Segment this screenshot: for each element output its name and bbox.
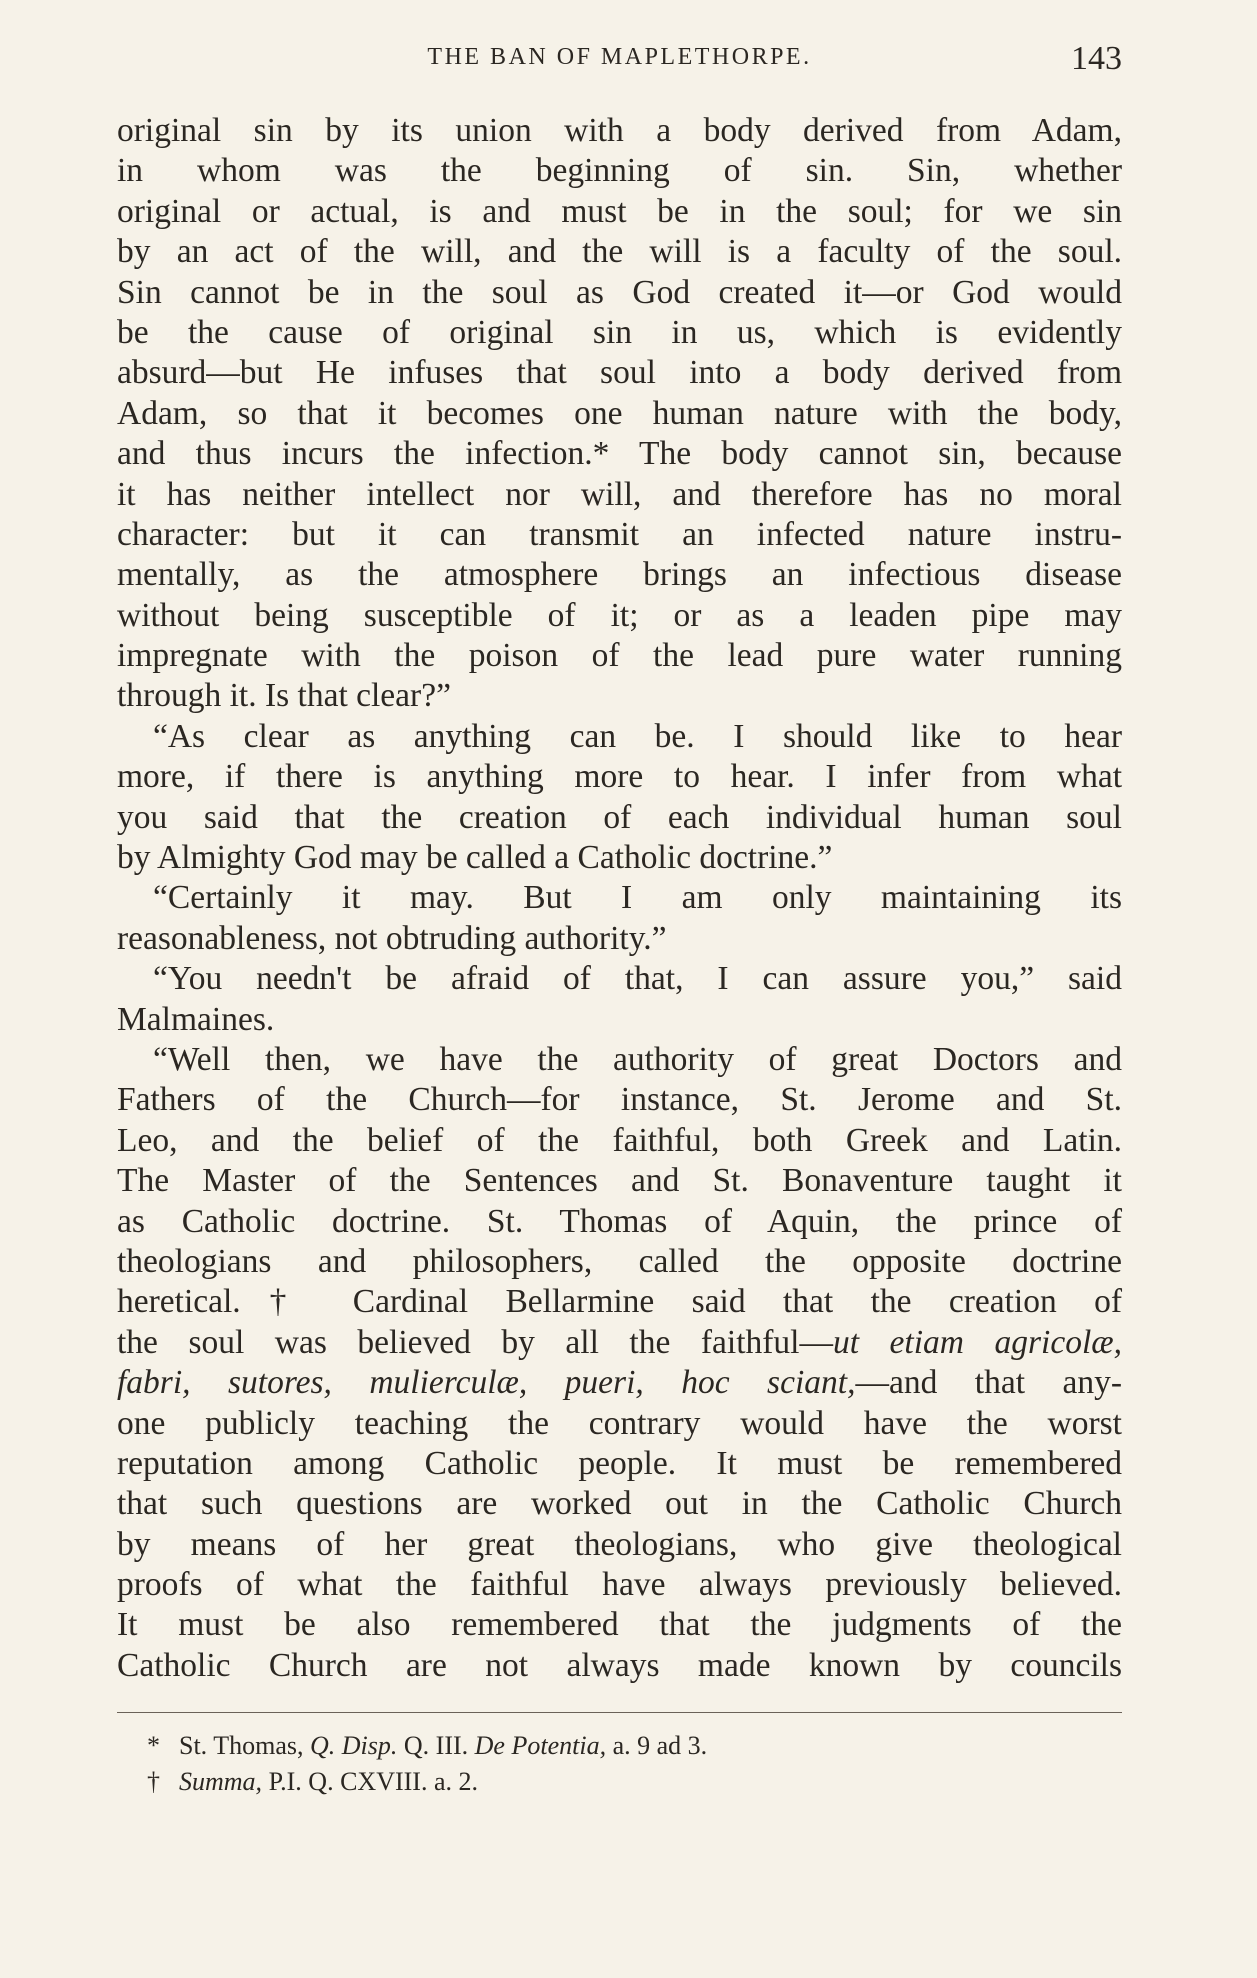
- text-line: original or actual, is and must be in the soul; for we sin: [117, 192, 1122, 230]
- text-line: impregnate with the poison of the lead pure water running: [117, 637, 1122, 675]
- page-header: [117, 40, 1122, 84]
- latin-quotation: ut etiam agricolæ,: [832, 1323, 1122, 1361]
- text-line: heretical.† Cardinal Bellarmine said that the creation of: [117, 1283, 1122, 1321]
- text-line: by means of her great theologians, who give theological: [117, 1525, 1122, 1563]
- text-line: as Catholic doctrine. St. Thomas of Aquin, the prince of: [117, 1202, 1122, 1240]
- text-line: “You needn't be afraid of that, I can assure you,” said: [153, 960, 1122, 998]
- text-line: proofs of what the faithful have always previously believed.: [117, 1566, 1122, 1604]
- latin-quotation: fabri, sutores, mulierculæ, pueri, hoc sciant,: [117, 1364, 856, 1402]
- footnote-text: a. 9 ad 3.: [606, 1731, 708, 1760]
- text-segment: the soul was believed by all the faithful—: [117, 1323, 833, 1361]
- footnote-title: Summa,: [179, 1767, 263, 1796]
- text-line: that such questions are worked out in the Catholic Church: [117, 1485, 1122, 1523]
- text-line: theologians and philosophers, called the opposite doctrine: [117, 1242, 1122, 1280]
- text-line: [117, 1323, 1122, 1363]
- text-line: “Certainly it may. But I am only maintaining its: [153, 879, 1122, 917]
- footnote-title: De Potentia,: [474, 1731, 607, 1760]
- text-line: character: but it can transmit an infected nature instru-: [117, 515, 1122, 553]
- text-line: it has neither intellect nor will, and therefore has no moral: [117, 475, 1122, 513]
- text-line: more, if there is anything more to hear. I infer from what: [117, 758, 1122, 796]
- text-line: “As clear as anything can be. I should like to hear: [153, 717, 1122, 755]
- text-line: [117, 1363, 1122, 1403]
- text-line: one publicly teaching the contrary would have the worst: [117, 1404, 1122, 1442]
- footnote-text: P.I. Q. CXVIII. a. 2.: [262, 1767, 478, 1796]
- text-line: without being susceptible of it; or as a leaden pipe may: [117, 596, 1122, 634]
- footnote-title: Q. Disp.: [309, 1731, 398, 1760]
- text-line: be the cause of original sin in us, which is evidently: [117, 313, 1122, 351]
- footnote-text: St. Thomas,: [179, 1731, 310, 1760]
- text-line: by an act of the will, and the will is a faculty of the soul.: [117, 233, 1122, 271]
- text-line: reasonableness, not obtruding authority.”: [117, 919, 667, 957]
- text-line: The Master of the Sentences and St. Bonaventure taught it: [117, 1162, 1122, 1200]
- text-line: absurd—but He infuses that soul into a body derived from: [117, 354, 1122, 392]
- text-line: reputation among Catholic people. It must be remembered: [117, 1444, 1122, 1482]
- footnote-text: Q. III.: [397, 1731, 475, 1760]
- text-line: in whom was the beginning of sin. Sin, whether: [117, 152, 1122, 190]
- text-line: by Almighty God may be called a Catholic doctrine.”: [117, 839, 833, 877]
- running-head: THE BAN OF MAPLETHORPE.: [427, 44, 812, 70]
- footnotes: [147, 1728, 1047, 1800]
- text-line: Malmaines.: [117, 1000, 275, 1038]
- text-line: and thus incurs the infection.* The body cannot sin, because: [117, 435, 1122, 473]
- footnote-mark: *: [147, 1731, 160, 1760]
- page-number: 143: [1071, 40, 1122, 77]
- text-line: Catholic Church are not always made known by councils: [117, 1646, 1122, 1684]
- text-line: original sin by its union with a body derived from Adam,: [117, 112, 1122, 149]
- text-line: you said that the creation of each individual human soul: [117, 798, 1122, 836]
- text-line: through it. Is that clear?”: [117, 677, 451, 715]
- text-line: Fathers of the Church—for instance, St. Jerome and St.: [117, 1081, 1122, 1119]
- text-line: Leo, and the belief of the faithful, both Greek and Latin.: [117, 1121, 1122, 1159]
- footnote-divider: [117, 1712, 1122, 1713]
- text-segment: —and that any-: [855, 1364, 1122, 1402]
- text-line: “Well then, we have the authority of great Doctors and: [153, 1040, 1122, 1078]
- text-line: Adam, so that it becomes one human nature with the body,: [117, 394, 1122, 432]
- footnote: [147, 1764, 1047, 1800]
- text-line: It must be also remembered that the judgments of the: [117, 1606, 1122, 1644]
- footnote: [147, 1728, 1047, 1764]
- body-text: [117, 111, 1122, 1686]
- footnote-mark: †: [147, 1767, 160, 1796]
- text-line: mentally, as the atmosphere brings an infectious disease: [117, 556, 1122, 594]
- text-line: Sin cannot be in the soul as God created it—or God would: [117, 273, 1122, 311]
